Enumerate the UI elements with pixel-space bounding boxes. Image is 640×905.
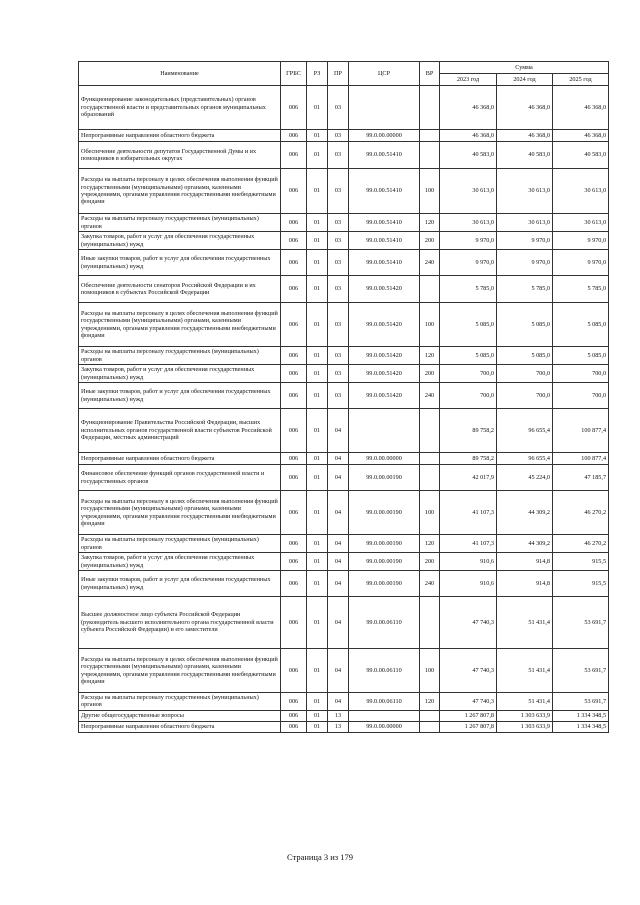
cell-grbs: 006 <box>281 214 307 232</box>
cell-grbs: 006 <box>281 142 307 169</box>
cell-rz: 01 <box>307 571 328 597</box>
cell-csr: 99.0.00.00190 <box>349 535 420 553</box>
cell-pr: 04 <box>328 453 349 465</box>
cell-rz: 01 <box>307 465 328 491</box>
cell-name: Обеспечение деятельности депутатов Государственной Думы и их помощников в избирательных округах <box>79 142 281 169</box>
table-row <box>79 535 609 553</box>
cell-vr: 240 <box>420 250 440 276</box>
cell-name: Расходы на выплаты персоналу в целях обеспечения выполнения функций государственными (муниципальными) органами, казенными учреждениями, органами управления государственными внебюджетными фондами <box>79 169 281 214</box>
cell-vr: 200 <box>420 553 440 571</box>
cell-vr: 200 <box>420 232 440 250</box>
cell-grbs: 006 <box>281 250 307 276</box>
cell-pr: 04 <box>328 693 349 711</box>
cell-pr: 04 <box>328 409 349 453</box>
cell-vr: 100 <box>420 491 440 535</box>
cell-y2025: 915,5 <box>553 571 609 597</box>
cell-rz: 01 <box>307 130 328 142</box>
cell-name: Расходы на выплаты персоналу в целях обеспечения выполнения функций государственными (муниципальными) органами, казенными учреждениями, органами управления государственными внебюджетными фондами <box>79 649 281 693</box>
cell-rz: 01 <box>307 535 328 553</box>
header-name: Наименование <box>79 62 281 86</box>
cell-csr: 99.0.00.00190 <box>349 465 420 491</box>
cell-name: Высшее должностное лицо субъекта Российской Федерации (руководитель высшего исполнительного органа государственной власти субъекта Российской Федерации) и его заместители <box>79 597 281 649</box>
cell-rz: 01 <box>307 303 328 347</box>
cell-pr: 04 <box>328 649 349 693</box>
table-row <box>79 597 609 649</box>
cell-y2023: 42 017,9 <box>440 465 497 491</box>
cell-name: Расходы на выплаты персоналу в целях обеспечения выполнения функций государственными (муниципальными) органами, казенными учреждениями, органами управления государственными внебюджетными фондами <box>79 303 281 347</box>
header-pr: ПР <box>328 62 349 86</box>
cell-name: Обеспечение деятельности сенаторов Российской Федерации и их помощников в субъектах Российской Федерации <box>79 276 281 303</box>
cell-y2023: 9 970,0 <box>440 250 497 276</box>
cell-rz: 01 <box>307 347 328 365</box>
cell-csr: 99.0.00.00190 <box>349 553 420 571</box>
cell-y2023: 41 107,3 <box>440 535 497 553</box>
cell-y2025: 915,5 <box>553 553 609 571</box>
cell-csr: 99.0.00.00190 <box>349 491 420 535</box>
cell-vr <box>420 142 440 169</box>
cell-grbs: 006 <box>281 409 307 453</box>
table-row <box>79 465 609 491</box>
cell-y2025: 40 583,0 <box>553 142 609 169</box>
cell-pr: 03 <box>328 365 349 383</box>
table-row <box>79 142 609 169</box>
cell-vr: 100 <box>420 169 440 214</box>
cell-csr: 99.0.00.06110 <box>349 597 420 649</box>
budget-table <box>78 61 609 733</box>
header-2025: 2025 год <box>553 74 609 86</box>
table-row <box>79 710 609 721</box>
cell-grbs: 006 <box>281 597 307 649</box>
cell-y2024: 44 309,2 <box>497 491 553 535</box>
cell-csr <box>349 86 420 130</box>
cell-csr: 99.0.00.51420 <box>349 383 420 409</box>
table-row <box>79 491 609 535</box>
cell-name: Расходы на выплаты персоналу государственных (муниципальных) органов <box>79 693 281 711</box>
cell-grbs: 006 <box>281 693 307 711</box>
table-row <box>79 214 609 232</box>
table-body <box>79 86 609 733</box>
cell-rz: 01 <box>307 383 328 409</box>
cell-vr: 240 <box>420 383 440 409</box>
header-csr: ЦСР <box>349 62 420 86</box>
cell-y2024: 1 303 633,9 <box>497 721 553 732</box>
cell-y2025: 30 613,0 <box>553 169 609 214</box>
cell-grbs: 006 <box>281 535 307 553</box>
cell-pr: 03 <box>328 250 349 276</box>
cell-y2025: 700,0 <box>553 383 609 409</box>
cell-y2024: 5 085,0 <box>497 347 553 365</box>
cell-csr: 99.0.00.06110 <box>349 649 420 693</box>
cell-name: Расходы на выплаты персоналу государственных (муниципальных) органов <box>79 535 281 553</box>
cell-y2024: 51 431,4 <box>497 597 553 649</box>
cell-pr: 13 <box>328 710 349 721</box>
cell-rz: 01 <box>307 214 328 232</box>
cell-rz: 01 <box>307 169 328 214</box>
cell-y2025: 100 877,4 <box>553 453 609 465</box>
cell-rz: 01 <box>307 553 328 571</box>
cell-name: Расходы на выплаты персоналу государственных (муниципальных) органов <box>79 347 281 365</box>
table-row <box>79 303 609 347</box>
cell-y2025: 1 334 348,5 <box>553 721 609 732</box>
cell-y2023: 700,0 <box>440 365 497 383</box>
cell-pr: 03 <box>328 383 349 409</box>
table-row <box>79 721 609 732</box>
cell-pr: 03 <box>328 169 349 214</box>
cell-y2023: 89 758,2 <box>440 453 497 465</box>
cell-csr <box>349 409 420 453</box>
cell-name: Расходы на выплаты персоналу в целях обеспечения выполнения функций государственными (муниципальными) органами, казенными учреждениями, органами управления государственными внебюджетными фондами <box>79 491 281 535</box>
cell-y2023: 9 970,0 <box>440 232 497 250</box>
cell-grbs: 006 <box>281 365 307 383</box>
cell-grbs: 006 <box>281 649 307 693</box>
cell-y2025: 53 691,7 <box>553 649 609 693</box>
cell-name: Другие общегосударственные вопросы <box>79 710 281 721</box>
cell-csr <box>349 710 420 721</box>
cell-y2024: 1 303 633,9 <box>497 710 553 721</box>
cell-name: Иные закупки товаров, работ и услуг для обеспечения государственных (муниципальных) нужд <box>79 250 281 276</box>
table-row <box>79 571 609 597</box>
cell-csr: 99.0.00.51420 <box>349 303 420 347</box>
cell-name: Закупка товаров, работ и услуг для обеспечения государственных (муниципальных) нужд <box>79 232 281 250</box>
cell-rz: 01 <box>307 491 328 535</box>
cell-csr: 99.0.00.00000 <box>349 130 420 142</box>
cell-name: Иные закупки товаров, работ и услуг для обеспечения государственных (муниципальных) нужд <box>79 571 281 597</box>
cell-y2024: 914,8 <box>497 571 553 597</box>
cell-y2023: 47 740,3 <box>440 649 497 693</box>
cell-vr <box>420 453 440 465</box>
cell-csr: 99.0.00.51420 <box>349 365 420 383</box>
cell-csr: 99.0.00.00000 <box>349 721 420 732</box>
cell-y2024: 700,0 <box>497 365 553 383</box>
cell-name: Непрограммные направления областного бюджета <box>79 721 281 732</box>
cell-y2025: 100 877,4 <box>553 409 609 453</box>
cell-y2023: 1 267 807,8 <box>440 710 497 721</box>
cell-vr: 120 <box>420 214 440 232</box>
cell-pr: 03 <box>328 232 349 250</box>
cell-pr: 13 <box>328 721 349 732</box>
cell-pr: 04 <box>328 553 349 571</box>
header-grbs: ГРБС <box>281 62 307 86</box>
table-row <box>79 553 609 571</box>
cell-y2023: 47 740,3 <box>440 597 497 649</box>
cell-grbs: 006 <box>281 347 307 365</box>
cell-vr: 120 <box>420 347 440 365</box>
cell-pr: 04 <box>328 465 349 491</box>
cell-y2025: 47 185,7 <box>553 465 609 491</box>
cell-y2023: 1 267 807,8 <box>440 721 497 732</box>
cell-grbs: 006 <box>281 491 307 535</box>
cell-y2023: 5 785,0 <box>440 276 497 303</box>
cell-y2025: 5 085,0 <box>553 303 609 347</box>
cell-y2023: 30 613,0 <box>440 214 497 232</box>
cell-vr: 120 <box>420 535 440 553</box>
cell-grbs: 006 <box>281 276 307 303</box>
header-rz: РЗ <box>307 62 328 86</box>
table-row <box>79 169 609 214</box>
cell-y2023: 40 583,0 <box>440 142 497 169</box>
cell-y2023: 89 758,2 <box>440 409 497 453</box>
cell-pr: 04 <box>328 571 349 597</box>
cell-y2024: 51 431,4 <box>497 649 553 693</box>
cell-vr <box>420 710 440 721</box>
header-sum: Сумма <box>440 62 609 74</box>
cell-pr: 04 <box>328 597 349 649</box>
cell-rz: 01 <box>307 409 328 453</box>
cell-pr: 03 <box>328 347 349 365</box>
cell-name: Закупка товаров, работ и услуг для обеспечения государственных (муниципальных) нужд <box>79 365 281 383</box>
cell-y2024: 45 224,0 <box>497 465 553 491</box>
cell-csr: 99.0.00.00190 <box>349 571 420 597</box>
cell-y2024: 46 368,0 <box>497 86 553 130</box>
cell-y2024: 46 368,0 <box>497 130 553 142</box>
header-vr: ВР <box>420 62 440 86</box>
cell-y2025: 1 334 348,5 <box>553 710 609 721</box>
cell-y2023: 46 368,0 <box>440 130 497 142</box>
cell-grbs: 006 <box>281 86 307 130</box>
cell-csr: 99.0.00.06110 <box>349 693 420 711</box>
table-row <box>79 130 609 142</box>
cell-grbs: 006 <box>281 169 307 214</box>
cell-name: Непрограммные направления областного бюджета <box>79 130 281 142</box>
cell-grbs: 006 <box>281 453 307 465</box>
cell-rz: 01 <box>307 710 328 721</box>
cell-rz: 01 <box>307 365 328 383</box>
cell-pr: 03 <box>328 142 349 169</box>
table-row <box>79 649 609 693</box>
cell-pr: 03 <box>328 303 349 347</box>
cell-y2025: 46 368,0 <box>553 130 609 142</box>
cell-y2025: 46 270,2 <box>553 535 609 553</box>
cell-y2025: 5 785,0 <box>553 276 609 303</box>
cell-vr: 100 <box>420 303 440 347</box>
header-2024: 2024 год <box>497 74 553 86</box>
table-row <box>79 86 609 130</box>
cell-name: Финансовое обеспечение функций органов государственной власти и государственных органов <box>79 465 281 491</box>
cell-y2024: 5 785,0 <box>497 276 553 303</box>
cell-vr: 200 <box>420 365 440 383</box>
cell-pr: 03 <box>328 214 349 232</box>
cell-y2025: 53 691,7 <box>553 693 609 711</box>
cell-name: Непрограммные направления областного бюджета <box>79 453 281 465</box>
cell-y2025: 9 970,0 <box>553 232 609 250</box>
cell-vr <box>420 86 440 130</box>
table-row <box>79 347 609 365</box>
cell-y2024: 96 655,4 <box>497 409 553 453</box>
cell-y2023: 47 740,3 <box>440 693 497 711</box>
cell-name: Функционирование законодательных (представительных) органов государственной власти и представительных органов муниципальных образований <box>79 86 281 130</box>
cell-y2024: 700,0 <box>497 383 553 409</box>
cell-grbs: 006 <box>281 571 307 597</box>
cell-grbs: 006 <box>281 232 307 250</box>
cell-rz: 01 <box>307 597 328 649</box>
cell-y2023: 910,6 <box>440 553 497 571</box>
cell-y2024: 51 431,4 <box>497 693 553 711</box>
cell-grbs: 006 <box>281 721 307 732</box>
cell-grbs: 006 <box>281 303 307 347</box>
cell-y2025: 46 270,2 <box>553 491 609 535</box>
table-row <box>79 383 609 409</box>
cell-pr: 04 <box>328 491 349 535</box>
cell-y2024: 40 583,0 <box>497 142 553 169</box>
cell-rz: 01 <box>307 86 328 130</box>
cell-grbs: 006 <box>281 383 307 409</box>
cell-csr: 99.0.00.51410 <box>349 232 420 250</box>
cell-vr <box>420 465 440 491</box>
cell-rz: 01 <box>307 142 328 169</box>
cell-name: Иные закупки товаров, работ и услуг для обеспечения государственных (муниципальных) нужд <box>79 383 281 409</box>
cell-vr <box>420 721 440 732</box>
cell-name: Закупка товаров, работ и услуг для обеспечения государственных (муниципальных) нужд <box>79 553 281 571</box>
cell-y2024: 914,8 <box>497 553 553 571</box>
cell-pr: 03 <box>328 276 349 303</box>
cell-y2025: 46 368,0 <box>553 86 609 130</box>
table-row <box>79 453 609 465</box>
cell-vr <box>420 130 440 142</box>
cell-y2025: 30 613,0 <box>553 214 609 232</box>
cell-pr: 04 <box>328 535 349 553</box>
cell-csr: 99.0.00.00000 <box>349 453 420 465</box>
cell-name: Расходы на выплаты персоналу государственных (муниципальных) органов <box>79 214 281 232</box>
table-row <box>79 250 609 276</box>
cell-rz: 01 <box>307 453 328 465</box>
cell-csr: 99.0.00.51410 <box>349 250 420 276</box>
cell-rz: 01 <box>307 276 328 303</box>
cell-vr: 100 <box>420 649 440 693</box>
cell-rz: 01 <box>307 649 328 693</box>
page-number: Страница 3 из 179 <box>286 852 354 862</box>
cell-y2024: 96 655,4 <box>497 453 553 465</box>
cell-csr: 99.0.00.51410 <box>349 169 420 214</box>
cell-grbs: 006 <box>281 465 307 491</box>
cell-y2023: 5 085,0 <box>440 303 497 347</box>
cell-vr <box>420 597 440 649</box>
cell-rz: 01 <box>307 250 328 276</box>
table-row <box>79 276 609 303</box>
cell-rz: 01 <box>307 232 328 250</box>
cell-y2023: 910,6 <box>440 571 497 597</box>
cell-csr: 99.0.00.51420 <box>349 276 420 303</box>
cell-y2023: 700,0 <box>440 383 497 409</box>
cell-y2023: 46 368,0 <box>440 86 497 130</box>
cell-pr: 03 <box>328 130 349 142</box>
cell-grbs: 006 <box>281 553 307 571</box>
cell-csr: 99.0.00.51410 <box>349 142 420 169</box>
cell-rz: 01 <box>307 693 328 711</box>
cell-vr <box>420 409 440 453</box>
cell-csr: 99.0.00.51410 <box>349 214 420 232</box>
cell-y2025: 700,0 <box>553 365 609 383</box>
cell-y2023: 30 613,0 <box>440 169 497 214</box>
cell-pr: 03 <box>328 86 349 130</box>
cell-name: Функционирование Правительства Российской Федерации, высших исполнительных органов государственной власти субъектов Российской Федерации, местных администраций <box>79 409 281 453</box>
cell-grbs: 006 <box>281 710 307 721</box>
cell-vr: 240 <box>420 571 440 597</box>
cell-y2023: 5 085,0 <box>440 347 497 365</box>
cell-grbs: 006 <box>281 130 307 142</box>
cell-y2025: 5 085,0 <box>553 347 609 365</box>
cell-y2024: 9 970,0 <box>497 232 553 250</box>
cell-y2024: 30 613,0 <box>497 169 553 214</box>
cell-y2024: 30 613,0 <box>497 214 553 232</box>
cell-vr <box>420 276 440 303</box>
header-2023: 2023 год <box>440 74 497 86</box>
table-row <box>79 409 609 453</box>
cell-rz: 01 <box>307 721 328 732</box>
cell-y2024: 9 970,0 <box>497 250 553 276</box>
table-row <box>79 232 609 250</box>
cell-y2024: 5 085,0 <box>497 303 553 347</box>
cell-vr: 120 <box>420 693 440 711</box>
cell-csr: 99.0.00.51420 <box>349 347 420 365</box>
cell-y2023: 41 107,3 <box>440 491 497 535</box>
cell-y2024: 44 309,2 <box>497 535 553 553</box>
cell-y2025: 9 970,0 <box>553 250 609 276</box>
cell-y2025: 53 691,7 <box>553 597 609 649</box>
table-row <box>79 693 609 711</box>
table-row <box>79 365 609 383</box>
